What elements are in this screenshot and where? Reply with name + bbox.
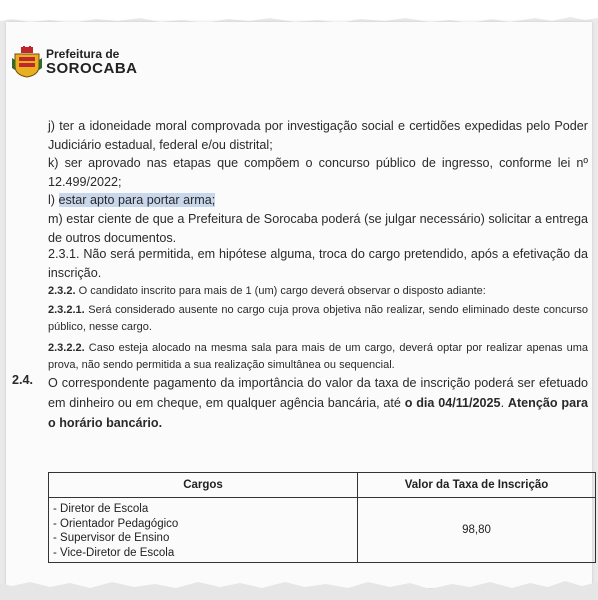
paragraph-j: j) ter a idoneidade moral comprovada por investigação social e certidões expedidas pelo Poder Judiciário estadual, federal e/ou distrital;: [48, 119, 588, 152]
table-row: [49, 498, 596, 563]
section-number: 2.3.2.1.: [48, 304, 85, 316]
paragraph-text: O correspondente pagamento da importância do valor da taxa de inscrição poderá ser efetuado em dinheiro ou em cheque, em qualquer agência bancária, até: [48, 376, 588, 410]
paragraph-text: .: [500, 396, 508, 410]
section-number: 2.3.2.: [48, 285, 76, 297]
paragraph-k: k) ser aprovado nas etapas que compõem o concurso público de ingresso, conforme lei nº 12.499/2022;: [48, 156, 588, 189]
cargos-cell: [49, 498, 358, 563]
paragraph-text: Será considerado ausente no cargo cuja prova objetiva não realizar, sendo eliminado deste concurso público, nesse cargo.: [48, 304, 588, 333]
sorocaba-crest-icon: [12, 46, 42, 78]
bank-hours-note: Atenção para o horário bancário.: [48, 396, 588, 430]
highlighted-text: estar apto para portar arma;: [58, 193, 216, 207]
column-header-cargos: Cargos: [49, 473, 358, 498]
cargo-item: - Orientador Pedagógico: [53, 517, 179, 530]
paragraph-l: [48, 191, 588, 210]
logo-line-1: Prefeitura de: [46, 47, 120, 61]
section-number: 2.3.2.2.: [48, 342, 85, 354]
prefeitura-logo: [12, 46, 138, 78]
cargo-item: - Diretor de Escola: [53, 503, 149, 515]
cargo-item: - Supervisor de Ensino: [53, 532, 170, 544]
paragraph-2-3-1: 2.3.1. Não será permitida, em hipótese alguma, troca do cargo pretendido, após a efetivação da inscrição.: [48, 247, 588, 280]
paragraph-text: Caso esteja alocado na mesma sala para mais de um cargo, deverá optar por realizar apenas uma prova, não sendo permitida a sua realização simultânea ou sequencial.: [48, 342, 588, 371]
column-header-valor: Valor da Taxa de Inscrição: [358, 473, 596, 498]
table-header-row: [49, 473, 596, 498]
fee-table: [48, 472, 596, 563]
paragraph-2-3-2-1: [48, 302, 588, 336]
paragraph-2-4: [48, 373, 588, 433]
paragraph-2-3-2: [48, 283, 588, 300]
section-number-2-4: 2.4.: [12, 373, 34, 387]
torn-edge-bottom: [0, 578, 598, 600]
logo-line-2: SOROCABA: [46, 60, 138, 77]
fee-value-cell: 98,80: [358, 498, 596, 563]
cargo-item: - Vice-Diretor de Escola: [53, 546, 175, 559]
paragraph-m: m) estar ciente de que a Prefeitura de Sorocaba poderá (se julgar necessário) solicitar a entrega de outros documentos.: [48, 212, 588, 245]
paragraph-l-prefix: l): [48, 193, 59, 207]
paragraph-text: O candidato inscrito para mais de 1 (um) cargo deverá observar o disposto adiante:: [75, 285, 486, 297]
paragraph-2-3-2-2: [48, 340, 588, 374]
payment-deadline: o dia 04/11/2025: [404, 396, 501, 410]
